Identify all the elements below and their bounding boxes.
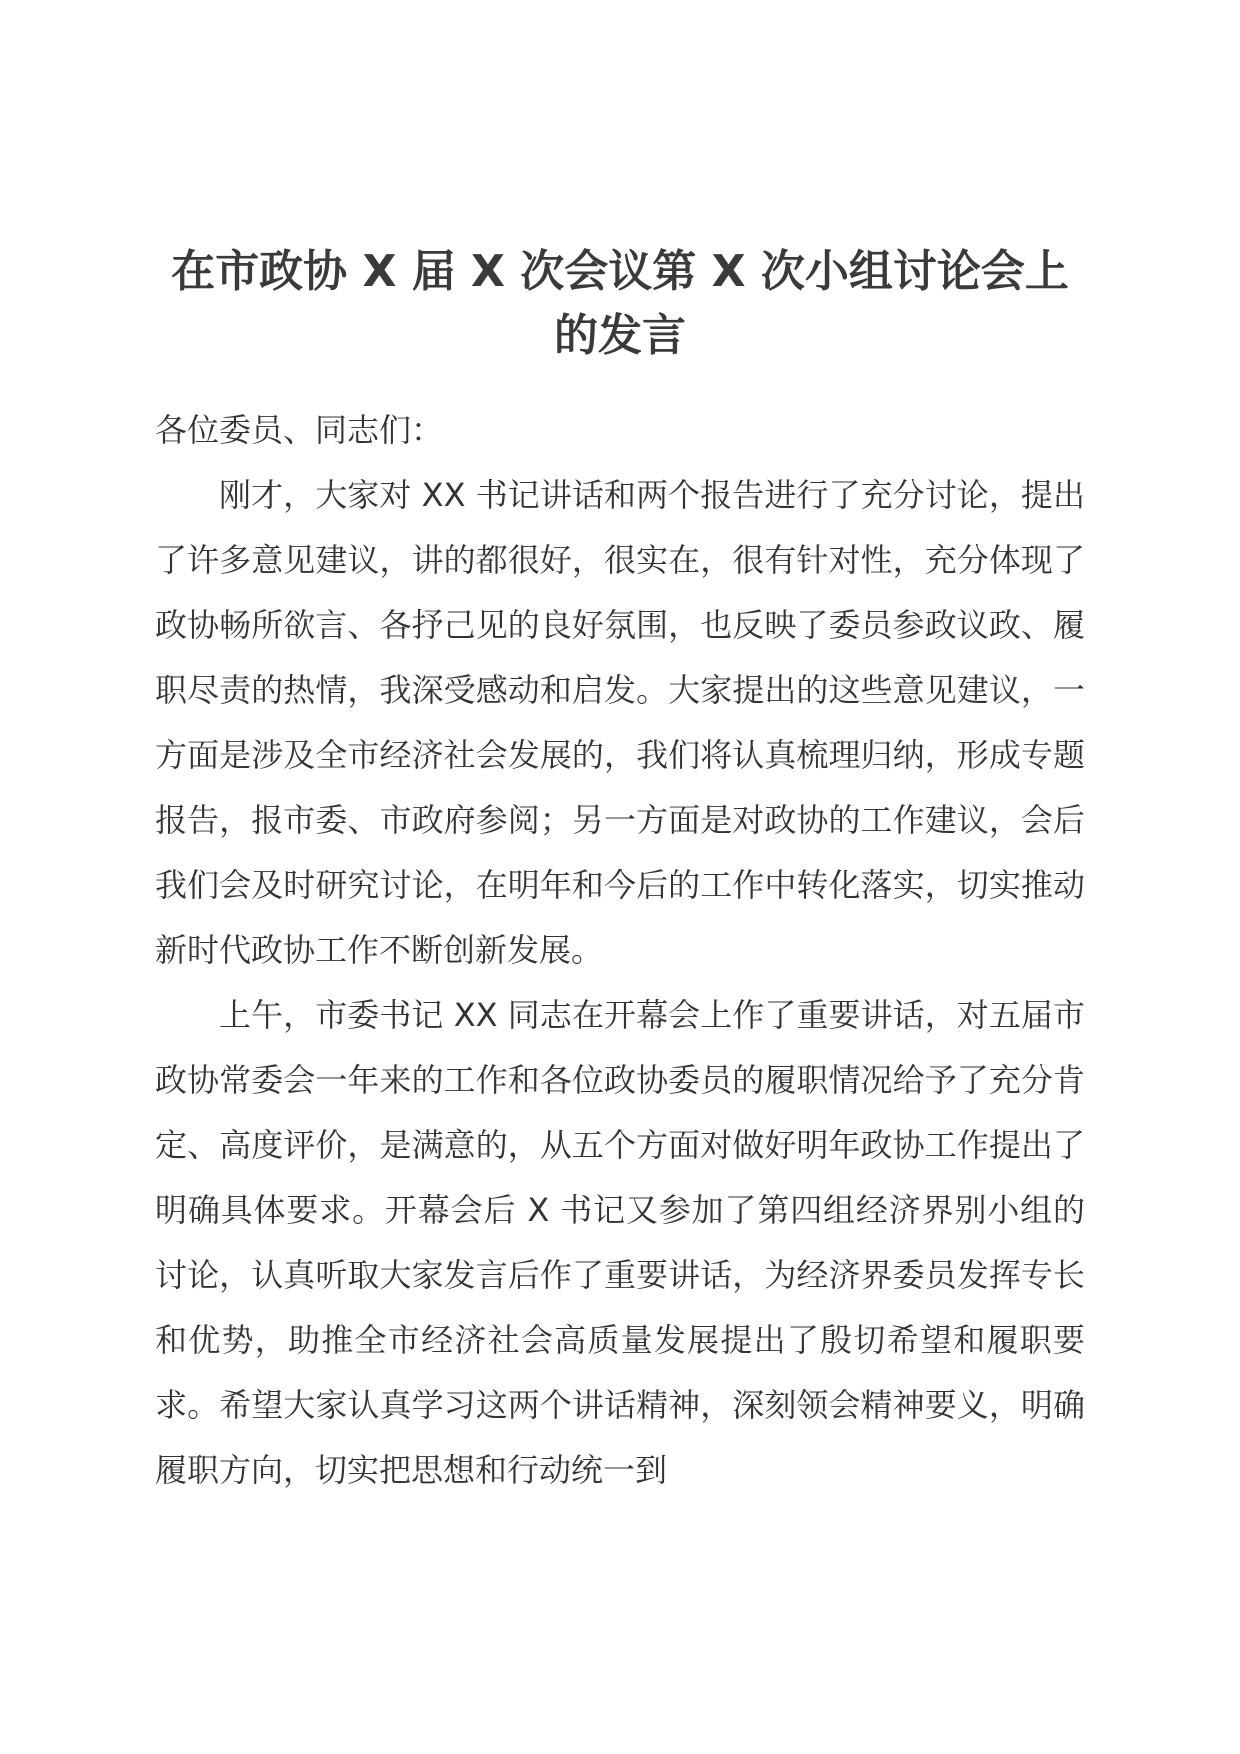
paragraph-1: 刚才，大家对 XX 书记讲话和两个报告进行了充分讨论，提出了许多意见建议，讲的都很好，很实在，很有针对性，充分体现了政协畅所欲言、各抒己见的良好氛围，也反映了委员参政议政、履职尽责的热情，我深受感动和启发。大家提出的这些意见建议，一方面是涉及全市经济社会发展的，我们将认真梳理归纳，形成专题报告，报市委、市政府参阅；另一方面是对政协的工作建议，会后我们会及时研究讨论，在明年和今后的工作中转化落实，切实推动新时代政协工作不断创新发展。 <box>155 476 1085 969</box>
paragraph-2: 上午，市委书记 XX 同志在开幕会上作了重要讲话，对五届市政协常委会一年来的工作和各位政协委员的履职情况给予了充分肯定、高度评价，是满意的，从五个方面对做好明年政协工作提出了明确具体要求。开幕会后 X 书记又参加了第四组经济界别小组的讨论，认真听取大家发言后作了重要讲话，为经济界委员发挥专长和优势，助推全市经济社会高质量发展提出了殷切希望和履职要求。希望大家认真学习这两个讲话精神，深刻领会精神要义，明确履职方向，切实把思想和行动统一到 <box>155 996 1085 1489</box>
document-body <box>155 398 1085 1503</box>
document-title: 在市政协 X 届 X 次会议第 X 次小组讨论会上的发言 <box>171 246 1069 361</box>
salutation: 各位委员、同志们： <box>155 411 444 449</box>
